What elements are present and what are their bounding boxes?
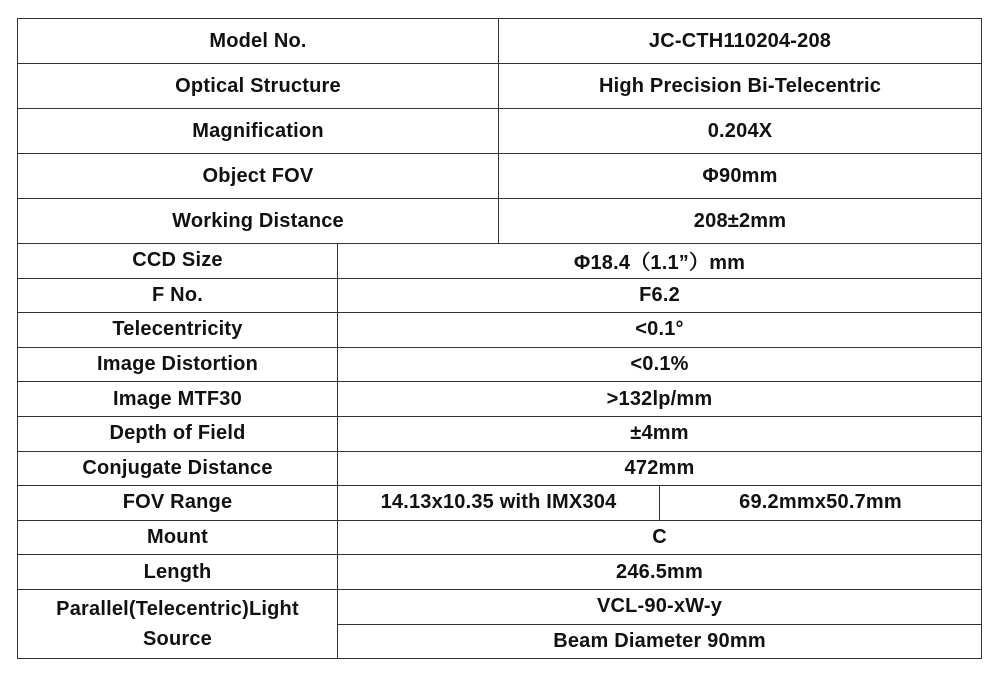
ccd-size-value: Φ18.4（1.1”）mm: [338, 244, 982, 279]
table-row: [18, 486, 982, 521]
model-no-value: JC-CTH110204-208: [499, 19, 982, 64]
light-source-label-line2: Source: [142, 628, 212, 651]
fov-range-size-value: 69.2mmx50.7mm: [660, 486, 982, 521]
light-source-model-value: VCL-90-xW-y: [338, 589, 982, 624]
table-row: [18, 278, 982, 313]
table-row: [18, 154, 982, 199]
mount-value: C: [338, 520, 982, 555]
table-row: [18, 64, 982, 109]
working-distance-value: 208±2mm: [499, 199, 982, 244]
optical-structure-label: Optical Structure: [18, 64, 499, 109]
fov-range-sensor-value: 14.13x10.35 with IMX304: [338, 486, 660, 521]
depth-of-field-label: Depth of Field: [18, 416, 338, 451]
light-source-label-line1: Parallel(Telecentric)Light: [56, 598, 299, 621]
table-row: [18, 416, 982, 451]
ccd-size-label: CCD Size: [18, 244, 338, 279]
table-row: [18, 555, 982, 590]
table-row: [18, 313, 982, 348]
spec-table: [17, 18, 982, 659]
object-fov-label: Object FOV: [18, 154, 499, 199]
image-mtf30-label: Image MTF30: [18, 382, 338, 417]
table-row: [18, 589, 982, 624]
optical-structure-value: High Precision Bi-Telecentric: [499, 64, 982, 109]
conjugate-distance-value: 472mm: [338, 451, 982, 486]
image-mtf30-value: >132lp/mm: [338, 382, 982, 417]
depth-of-field-value: ±4mm: [338, 416, 982, 451]
table-row: [18, 109, 982, 154]
f-no-value: F6.2: [338, 278, 982, 313]
image-distortion-label: Image Distortion: [18, 347, 338, 382]
magnification-value: 0.204X: [499, 109, 982, 154]
table-row: [18, 520, 982, 555]
table-row: [18, 347, 982, 382]
table-row: [18, 244, 982, 279]
model-no-label: Model No.: [18, 19, 499, 64]
table-row: [18, 451, 982, 486]
light-source-label: [18, 589, 338, 658]
image-distortion-value: <0.1%: [338, 347, 982, 382]
magnification-label: Magnification: [18, 109, 499, 154]
conjugate-distance-label: Conjugate Distance: [18, 451, 338, 486]
telecentricity-label: Telecentricity: [18, 313, 338, 348]
table-row: [18, 19, 982, 64]
f-no-label: F No.: [18, 278, 338, 313]
length-label: Length: [18, 555, 338, 590]
telecentricity-value: <0.1°: [338, 313, 982, 348]
table-row: [18, 199, 982, 244]
working-distance-label: Working Distance: [18, 199, 499, 244]
length-value: 246.5mm: [338, 555, 982, 590]
table-row: [18, 382, 982, 417]
light-source-beam-value: Beam Diameter 90mm: [338, 624, 982, 659]
object-fov-value: Φ90mm: [499, 154, 982, 199]
fov-range-label: FOV Range: [18, 486, 338, 521]
mount-label: Mount: [18, 520, 338, 555]
